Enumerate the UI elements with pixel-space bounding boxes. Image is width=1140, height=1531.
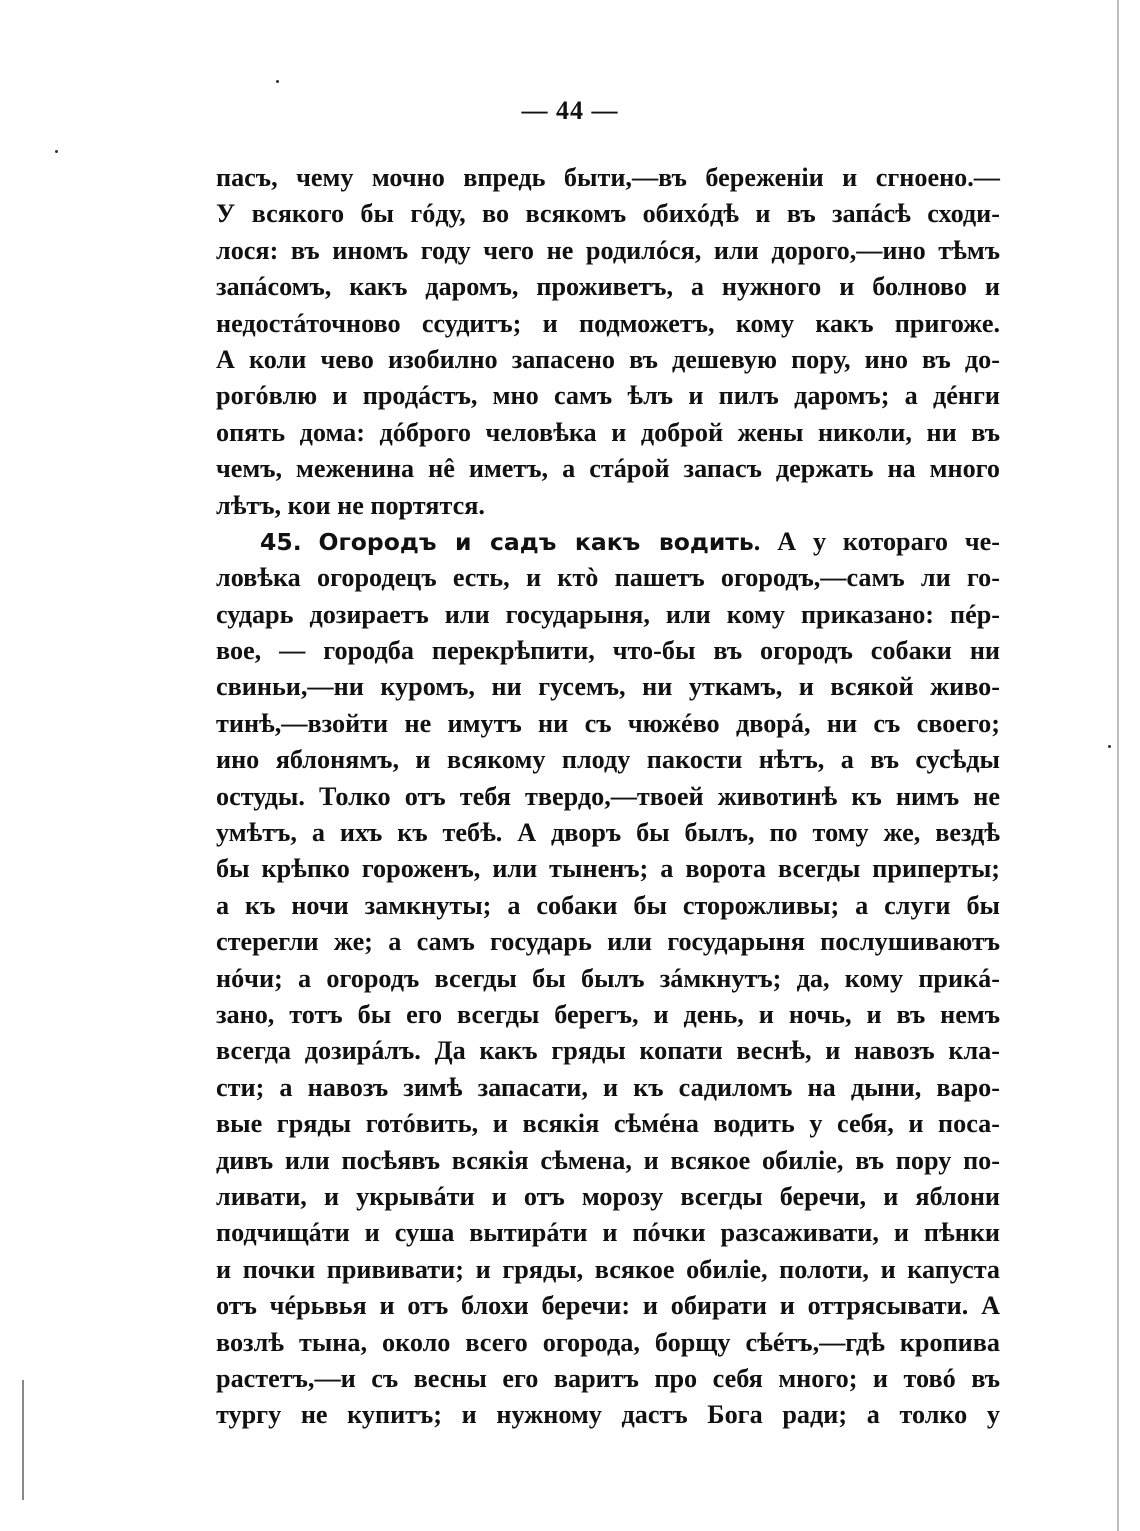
section-heading-line (216, 524, 1000, 560)
text-line: сти; а навозъ зимѣ запасати, и къ садиломъ на дыни, варо- (216, 1072, 1000, 1102)
page-edge-line (1117, 0, 1119, 1531)
text-line: вое, — городба перекрѣпити, что-бы въ огородъ собаки ни (216, 636, 1000, 666)
text-line: остуды. Толко отъ тебя твердо,—твоей животинѣ къ нимъ не (216, 781, 1000, 811)
text-line: ливати, и укрывáти и отъ морозу всегды беречи, и яблони (216, 1181, 1000, 1211)
text-line: ино яблонямъ, и всякому плоду пакости нѣтъ, а въ сусѣды (216, 745, 1000, 775)
text-line: стерегли же; а самъ государь или государыня послушиваютъ (216, 927, 1000, 957)
text-line: А коли чево изобилно запасено въ дешевую пору, ино въ до- (216, 344, 1000, 374)
text-line: сударь дозираетъ или государыня, или кому приказано: пéр- (216, 599, 1000, 629)
text-line: недостáточново ссудитъ; и подможетъ, кому какъ пригоже. (216, 308, 1000, 338)
text-line: свиньи,—ни куромъ, ни гусемъ, ни уткамъ, и всякой живо- (216, 672, 1000, 702)
text-line: чемъ, меженина нê иметъ, а стáрой запасъ держать на много (216, 454, 1000, 484)
text-line: дивъ или посѣявъ всякія сѣмена, и всякое обиліе, въ пору по- (216, 1145, 1000, 1175)
text-line: подчищáти и суша вытирáти и пóчки разсаживати, и пѣнки (216, 1218, 1000, 1248)
section-title: Огородъ и садъ какъ водить (318, 527, 754, 556)
text-line: вые гряды готóвить, и всякія сѣмéна водить у себя, и поса- (216, 1109, 1000, 1139)
text-line: бы крѣпко гороженъ, или тыненъ; а ворота всегды приперты; (216, 854, 1000, 884)
page-margin-mark (22, 1380, 24, 1500)
text-line: лося: въ иномъ году чего не родилóся, или дорого,—ино тѣмъ (216, 235, 1000, 265)
text-line: растетъ,—и съ весны его варитъ про себя много; и товó въ (216, 1363, 1000, 1393)
text-line: и почки прививати; и гряды, всякое обиліе, полоти, и капуста (216, 1254, 1000, 1284)
text-line: У всякого бы гóду, во всякомъ обихóдѣ и въ запáсѣ сходи- (216, 199, 1000, 229)
text-line: тургу не купитъ; и нужному дастъ Бога ради; а толко у (216, 1400, 1000, 1430)
text-line: возлѣ тына, около всего огорода, борщу сѣéтъ,—гдѣ кропива (216, 1327, 1000, 1357)
text-line: всегда дозирáлъ. Да какъ гряды копати веснѣ, и навозъ кла- (216, 1036, 1000, 1066)
text-line: тинѣ,—взойти не имутъ ни съ чюжéво дворá, ни съ своего; (216, 708, 1000, 738)
text-line: рогóвлю и продáстъ, мно самъ ѣлъ и пилъ даромъ; а дéнги (216, 381, 1000, 411)
text-body (216, 160, 1000, 1434)
scan-speck (276, 80, 279, 83)
text-line: лѣтъ, кои не портятся. (216, 490, 485, 520)
text-line: запáсомъ, какъ даромъ, проживетъ, а нужного и болново и (216, 272, 1000, 302)
scan-speck (1108, 745, 1111, 748)
text-line: ловѣка огородецъ есть, и ктò пашетъ огородъ,—самъ ли го- (216, 563, 1000, 593)
text-line: зано, тотъ бы его всегды берегъ, и день, и ночь, и въ немъ (216, 999, 1000, 1029)
scan-speck (55, 150, 58, 153)
text-line: отъ чéрьвья и отъ блохи беречи: и обирати и оттрясывати. А (216, 1291, 1000, 1321)
text-line: нóчи; а огородъ всегды бы былъ зáмкнутъ; да, кому прикá- (216, 963, 1000, 993)
text-line: опять дома: дóброго человѣка и доброй жены николи, ни въ (216, 417, 1000, 447)
text-line: пасъ, чему мочно впредь быти,—въ береженіи и сгноено.— (216, 163, 1000, 192)
text-line: умѣтъ, а ихъ къ тебѣ. А дворъ бы былъ, по тому же, вездѣ (216, 818, 1000, 848)
section-first-line-text: . А у котораго че- (753, 526, 1001, 556)
section-number: 45. (260, 527, 302, 556)
page-number: — 44 — (521, 96, 619, 125)
text-line: а къ ночи замкнуты; а собаки бы сторожливы; а слуги бы (216, 890, 1000, 920)
